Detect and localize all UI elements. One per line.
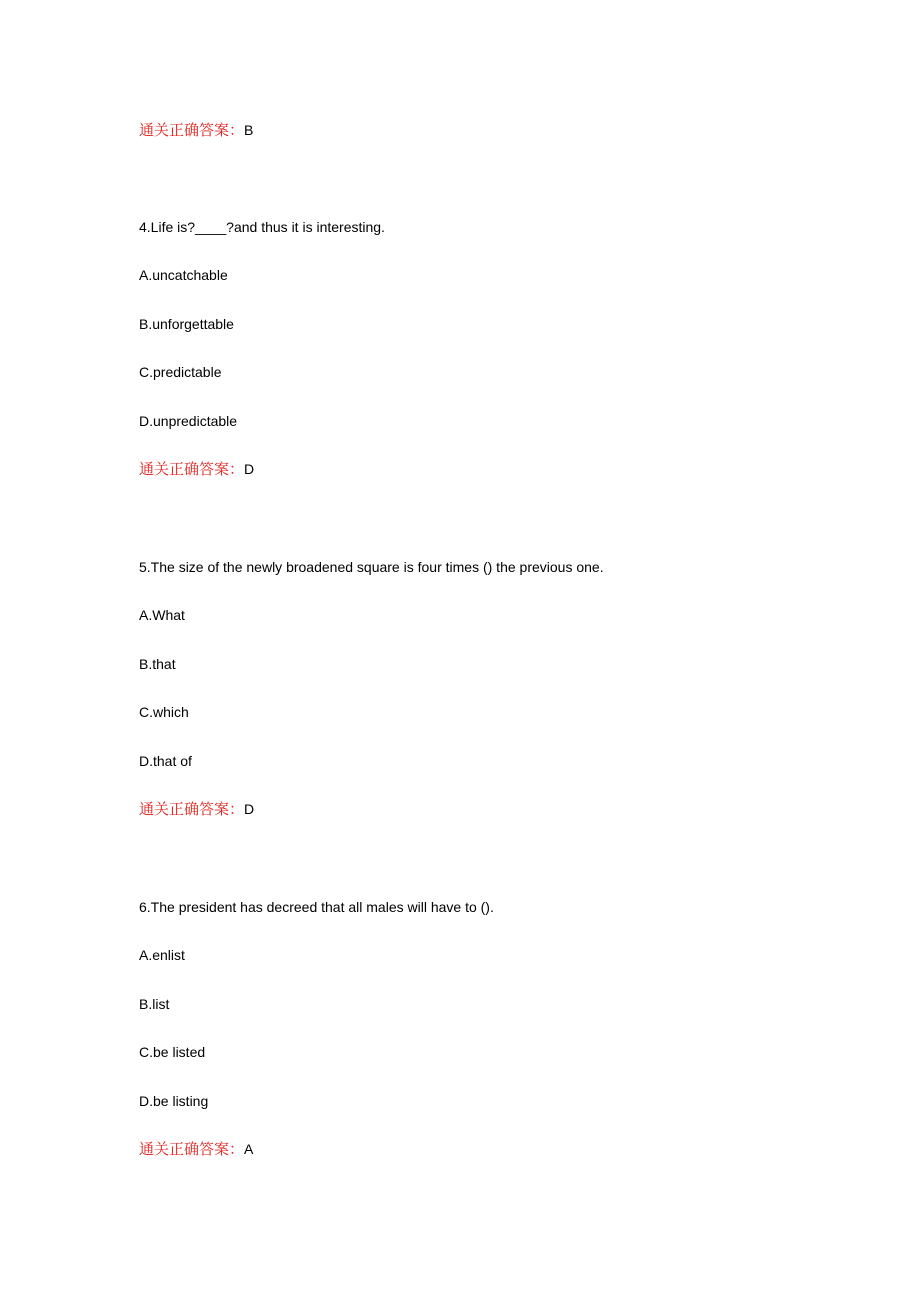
question-5-text: 5.The size of the newly broadened square is four times () the previous one.: [139, 559, 604, 575]
question-5-option-d: D.that of: [139, 753, 192, 769]
question-4-text: 4.Life is?____?and thus it is interesting.: [139, 219, 385, 235]
question-4-option-a: A.uncatchable: [139, 267, 228, 283]
question-6-option-d: D.be listing: [139, 1093, 209, 1109]
answer-label: 通关正确答案：: [139, 121, 245, 139]
answer-value: D: [244, 461, 255, 477]
question-6-answer: [139, 1140, 253, 1158]
question-6-option-c: C.be listed: [139, 1044, 206, 1060]
answer-value: A: [244, 1141, 254, 1157]
question-6-text: 6.The president has decreed that all males will have to ().: [139, 899, 494, 915]
answer-label: 通关正确答案：: [139, 460, 245, 478]
answer-value: B: [244, 122, 254, 138]
question-4-option-b: B.unforgettable: [139, 316, 234, 332]
question-4-option-d: D.unpredictable: [139, 413, 238, 429]
answer-label: 通关正确答案：: [139, 800, 245, 818]
answer-label: 通关正确答案：: [139, 1140, 245, 1158]
question-6-option-a: A.enlist: [139, 947, 185, 963]
question-6-option-b: B.list: [139, 996, 170, 1012]
question-5-option-a: A.What: [139, 607, 185, 623]
question-5-option-b: B.that: [139, 656, 176, 672]
question-4-answer: [139, 460, 254, 478]
question-5-answer: [139, 800, 254, 818]
answer-line-top: [139, 121, 253, 139]
question-4-option-c: C.predictable: [139, 364, 222, 380]
question-5-option-c: C.which: [139, 704, 189, 720]
answer-value: D: [244, 801, 255, 817]
